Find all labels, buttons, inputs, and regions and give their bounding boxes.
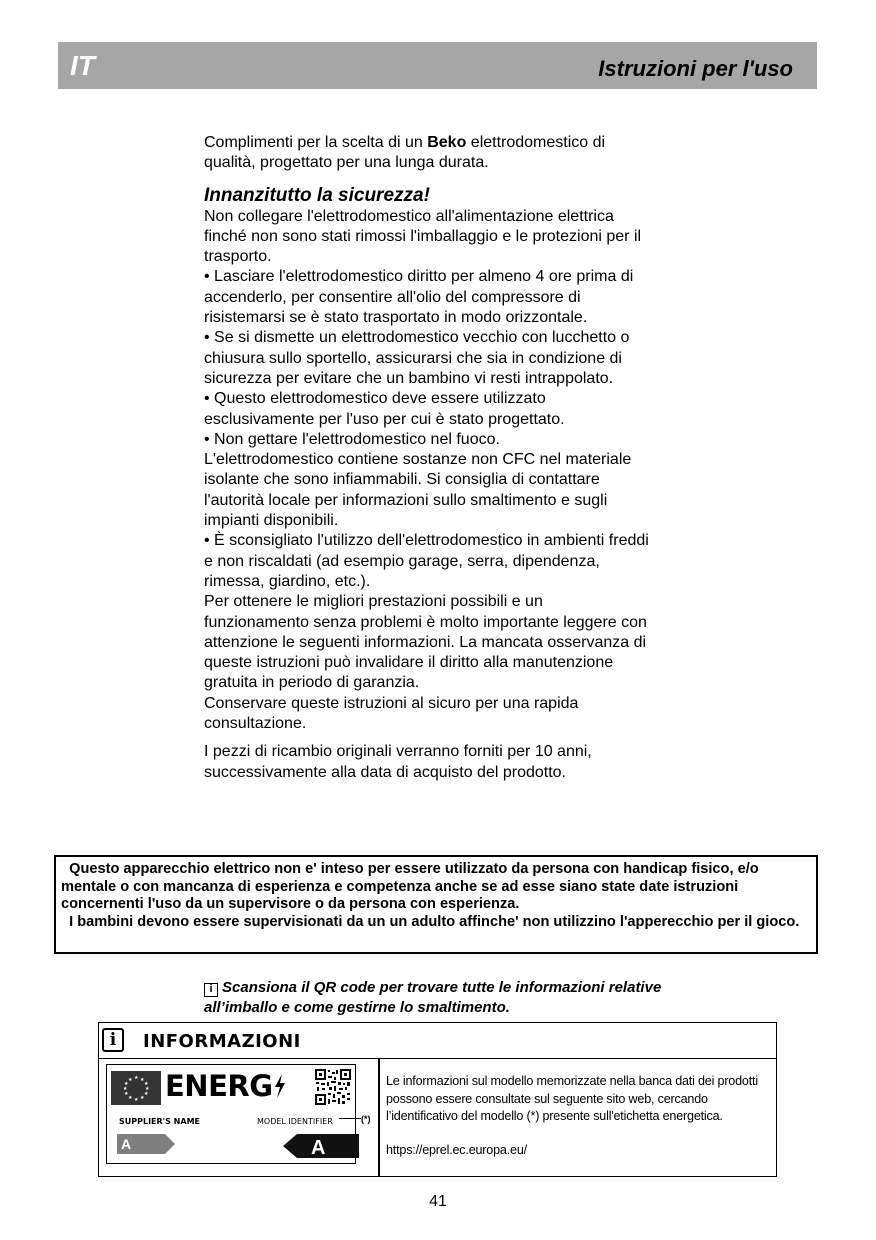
column-divider	[378, 1058, 380, 1176]
page-number: 41	[429, 1193, 447, 1210]
qr-note	[204, 978, 674, 1018]
model-marker: (*)	[361, 1114, 371, 1124]
info-icon: i	[204, 983, 218, 997]
header-bar	[58, 42, 817, 89]
info-text	[386, 1073, 766, 1159]
safety-bullet: • Lasciare l'elettrodomestico diritto per almeno 4 ore prima di accenderlo, per consentire all'olio del compressore di risistemarsi se è stato trasportato in modo orizzontale.	[204, 268, 634, 327]
safety-heading: Innanzitutto la sicurezza!	[204, 184, 430, 206]
svg-text:★: ★	[134, 1075, 139, 1081]
info-table-header	[99, 1023, 776, 1059]
safety-paragraph: Per ottenere le migliori prestazioni possibili e un funzionamento senza problemi è molto importante leggere con attenzione le seguenti informazioni. La mancata osservanza di queste istruzioni può invalidare il diritto alla manutenzione gratuita in periodo di garanzia.	[204, 593, 647, 692]
svg-text:★: ★	[144, 1081, 149, 1087]
safety-bullet: • Questo elettrodomestico deve essere utilizzato esclusivamente per l'uso per cui è stato progettato.	[204, 390, 565, 428]
qr-code-icon	[315, 1069, 351, 1105]
warning-text: Questo apparecchio elettrico non e' inteso per essere utilizzato da persona con handicap fisico, e/o mentale o con mancanza di esperienza e competenza anche se ad esse siano state date istruzioni concernenti l'uso da un supervisore o da persona con esperienza.	[61, 861, 759, 913]
svg-text:★: ★	[123, 1086, 128, 1092]
connector-line	[339, 1118, 361, 1119]
svg-text:★: ★	[124, 1081, 129, 1087]
qr-note-text: Scansiona il QR code per trovare tutte le informazioni relative all’imballo e come gestirne lo smaltimento.	[204, 979, 662, 1016]
brand-name: Beko	[427, 134, 467, 151]
spare-parts-paragraph: I pezzi di ricambio originali verranno forniti per 10 anni, successivamente alla data di acquisto del prodotto.	[204, 743, 592, 781]
svg-text:★: ★	[144, 1091, 149, 1097]
svg-text:★: ★	[140, 1077, 145, 1083]
energy-class-arrow-right	[283, 1134, 359, 1158]
svg-text:★: ★	[134, 1097, 139, 1103]
info-table-title: INFORMAZIONI	[143, 1031, 301, 1052]
energy-label-image	[106, 1064, 356, 1164]
warning-children-text: I bambini devono essere supervisionati da un un adulto affinche' non utilizzino l'apperecchio per il gioco.	[69, 913, 800, 930]
svg-text:★: ★	[128, 1095, 133, 1101]
model-identifier-label: MODEL IDENTIFIER	[257, 1117, 333, 1126]
info-table	[98, 1022, 777, 1177]
info-icon: i	[102, 1028, 124, 1052]
warning-box	[54, 855, 818, 954]
safety-bullet: • Non gettare l'elettrodomestico nel fuoco.	[204, 430, 500, 448]
eprel-url: https://eprel.ec.europa.eu/	[386, 1142, 527, 1157]
intro-paragraph: Complimenti per la scelta di un Beko elettrodomestico di qualità, progettato per una lunga durata.	[204, 134, 606, 172]
svg-text:★: ★	[124, 1091, 129, 1097]
main-content	[204, 133, 649, 783]
svg-text:A: A	[311, 1137, 326, 1158]
eprel-description: Le informazioni sul modello memorizzate nella banca dati dei prodotti possono essere consultate sul seguente sito web, cercando l’identificativo del modello (*) presente sull'etichetta energetica.	[386, 1074, 758, 1123]
svg-text:A: A	[121, 1136, 132, 1152]
safety-bullet: • Se si dismette un elettrodomestico vecchio con lucchetto o chiusura sullo sportello, assicurarsi che sia in condizione di sicurezza per evitare che un bambino vi resti intrappolato.	[204, 329, 630, 387]
safety-bullet: • È sconsigliato l'utilizzo dell'elettrodomestico in ambienti freddi e non riscaldati (ad esempio garage, serra, dipendenza, rimessa, giardino, etc.).	[204, 532, 649, 590]
svg-text:★: ★	[140, 1095, 145, 1101]
language-code: IT	[70, 50, 95, 81]
energy-class-arrow-left	[117, 1134, 175, 1154]
supplier-name-label: SUPPLIER'S NAME	[119, 1117, 200, 1126]
svg-text:★: ★	[145, 1086, 150, 1092]
safety-paragraph: L'elettrodomestico contiene sostanze non CFC nel materiale isolante che sono infiammabili. Si consiglia di contattare l'autorità locale per informazioni sullo smaltimento e sugli impianti disponibili.	[204, 451, 632, 530]
safety-paragraph: Non collegare l'elettrodomestico all'alimentazione elettrica finché non sono stati rimossi l'imballaggio e le protezioni per il trasporto.	[204, 207, 642, 266]
eu-flag-icon	[111, 1071, 161, 1105]
svg-text:★: ★	[128, 1077, 133, 1083]
header-title: Istruzioni per l'uso	[598, 56, 793, 81]
energy-logo: ENERG	[165, 1069, 287, 1103]
safety-paragraph: Conservare queste istruzioni al sicuro per una rapida consultazione.	[204, 694, 579, 733]
